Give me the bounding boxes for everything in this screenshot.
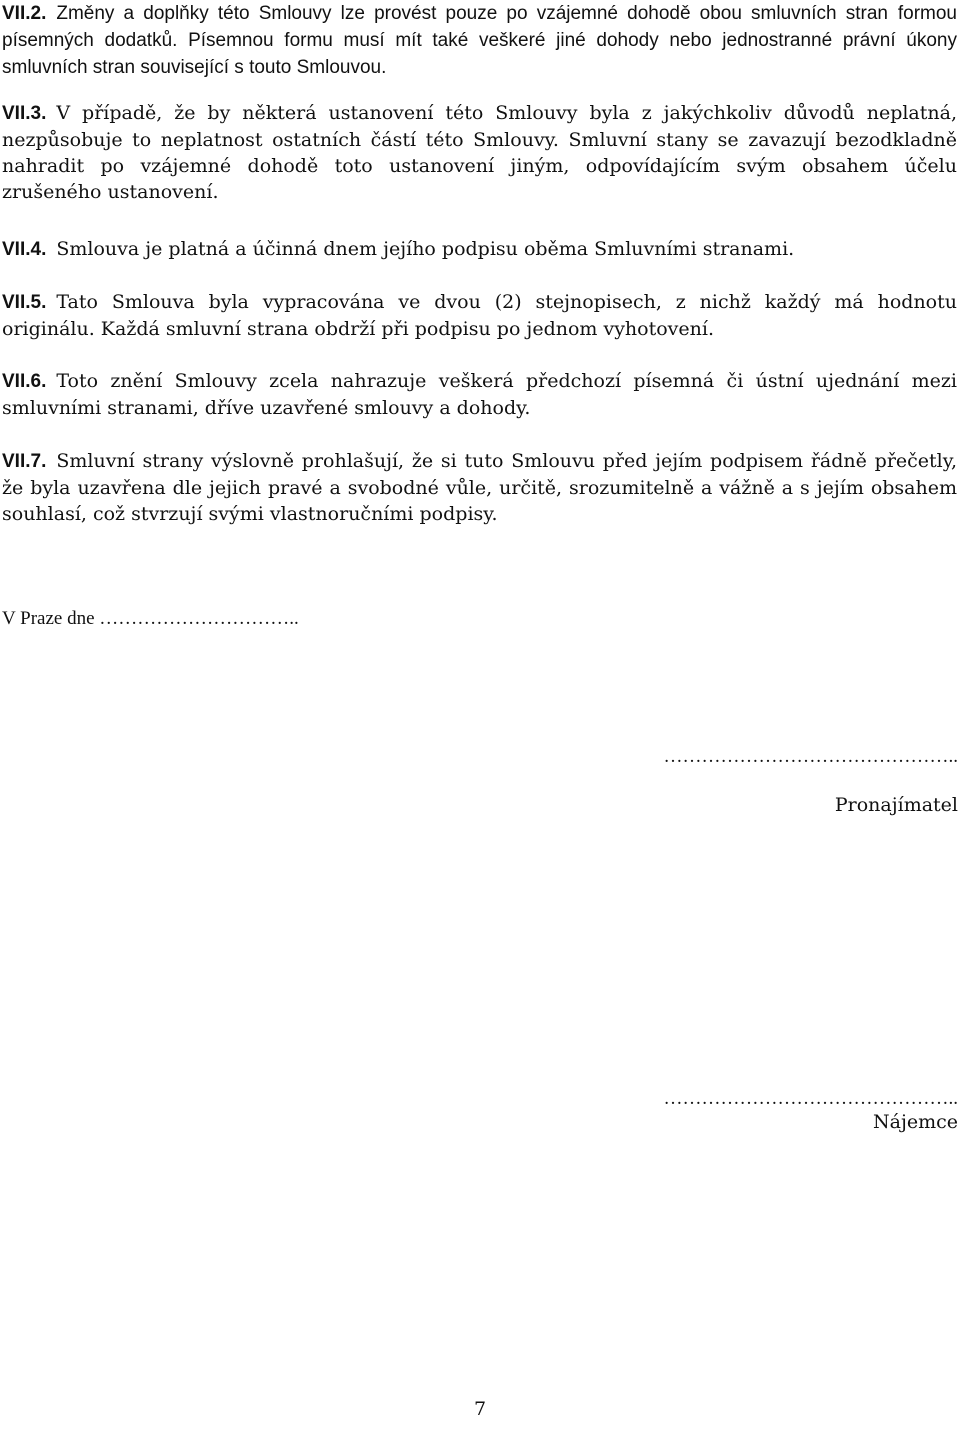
landlord-label: Pronajímatel <box>834 794 958 816</box>
clause-number: VII.6. <box>2 371 47 392</box>
clause-number: VII.4. <box>2 239 47 260</box>
page-number: 7 <box>473 1398 487 1420</box>
clause-number: VII.5. <box>2 292 47 313</box>
clause-text: Smlouva je platná a účinná dnem jejího podpisu oběma Smluvními stranami. <box>56 238 795 260</box>
tenant-label: Nájemce <box>873 1111 958 1133</box>
clause-text: formou písemných dodatků. Písemnou formu musí mít také veškeré jiné dohody nebo jednostranné právní úkony smluvních stran související s touto Smlouvou. <box>2 3 957 78</box>
clause-number: VII.3. <box>2 103 47 124</box>
tenant-signature-line: ……………………………………….. <box>663 1088 958 1109</box>
clause-vii-5 <box>2 289 957 342</box>
clause-text: Smluvní strany výslovně prohlašují, že si tuto Smlouvu před jejím podpisem řádně přečetly, že byla uzavřena dle jejich pravé a svobodné vůle, určitě, srozumitelně a vážně a s jejím obsahem souhlasí, což stvrzují svými vlastnoručními podpisy. <box>2 450 957 525</box>
clause-vii-4 <box>2 236 957 263</box>
clause-vii-6 <box>2 368 957 421</box>
landlord-signature-line: ……………………………………….. <box>663 746 958 767</box>
clause-text: V případě, že by některá ustanovení této Smlouvy byla z jakýchkoliv důvodů neplatná, nezpůsobuje to neplatnost ostatních částí této Smlouvy. Smluvní stany se zavazují bezodkladně nahradit po vzájemné dohodě toto ustanovení jiným, odpovídajícím svým obsahem účelu zrušeného ustanovení. <box>2 102 957 203</box>
clause-number: VII.7. <box>2 451 47 472</box>
clause-number: VII.2. <box>2 3 47 24</box>
clause-text: Tato Smlouva byla vypracována ve dvou (2) stejnopisech, z nichž každý má hodnotu originálu. Každá smluvní strana obdrží při podpisu po jednom vyhotovení. <box>2 291 957 340</box>
clause-text: Toto znění Smlouvy zcela nahrazuje veškerá předchozí písemná či ústní ujednání mezi smluvními stranami, dříve uzavřené smlouvy a dohody. <box>2 370 957 419</box>
clause-vii-2 <box>2 0 957 81</box>
clause-text-first-line: Změny a doplňky této Smlouvy lze provést pouze po vzájemné dohodě obou smluvních stran <box>56 3 888 24</box>
clause-vii-3 <box>2 100 957 205</box>
place-and-date: V Praze dne ………………………….. <box>2 608 299 629</box>
clause-vii-7 <box>2 448 957 527</box>
